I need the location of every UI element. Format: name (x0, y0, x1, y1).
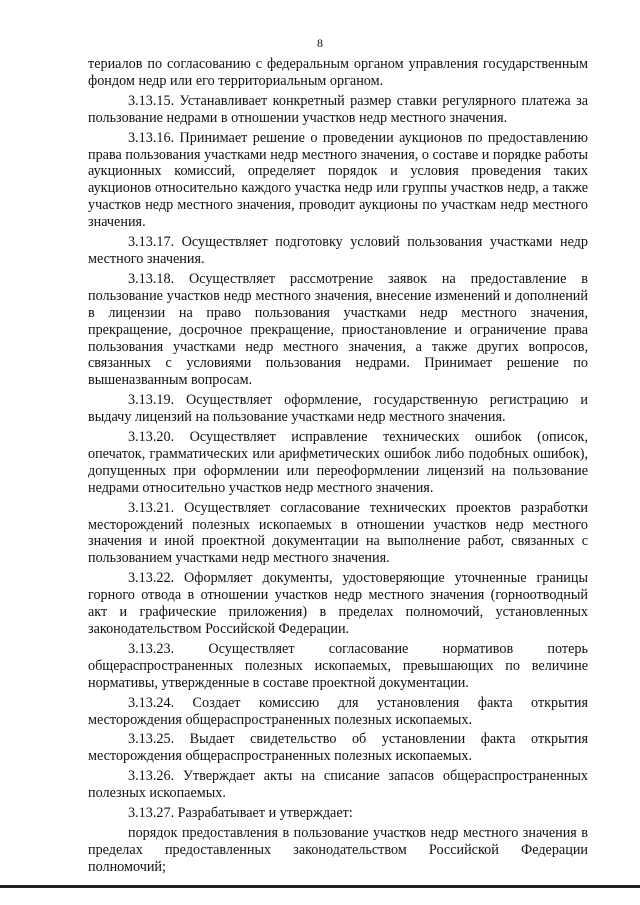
paragraph-3-13-15: 3.13.15. Устанавливает конкретный размер ставки регулярного платежа за пользование недрами в отношении участков недр местного значения. (88, 92, 588, 126)
paragraph-3-13-21: 3.13.21. Осуществляет согласование технических проектов разработки месторождений полезных ископаемых в отношении участков недр местного значения и иной проектной документации на выполнение работ, связанных с пользованием участками недр местного значения. (88, 499, 588, 567)
paragraph-3-13-18: 3.13.18. Осуществляет рассмотрение заявок на предоставление в пользование участков недр местного значения, внесение изменений и дополнений в лицензии на право пользования участками недр местного значения, прекращение, досрочное прекращение, приостановление и ограничение права пользования участками недр местного значения, а также других вопросов, связанных с условиями пользования недрами. Принимает решение по вышеназванным вопросам. (88, 270, 588, 389)
paragraph-3-13-25: 3.13.25. Выдает свидетельство об установлении факта открытия месторождения общераспространенных полезных ископаемых. (88, 731, 588, 765)
page-bottom-rule (0, 885, 640, 888)
paragraph-3-13-22: 3.13.22. Оформляет документы, удостоверяющие уточненные границы горного отвода в отношении участков недр местного значения (горноотводный акт и графические приложения) в пределах полномочий, установленных законодательством Российской Федерации. (88, 570, 588, 637)
paragraph-3-13-27: 3.13.27. Разрабатывает и утверждает: (128, 805, 353, 822)
paragraph-3-13-17: 3.13.17. Осуществляет подготовку условий пользования участками недр местного значения. (88, 234, 588, 267)
page-number: 8 (317, 36, 323, 50)
paragraph-3-13-26: 3.13.26. Утверждает акты на списание запасов общераспространенных полезных ископаемых. (88, 768, 588, 802)
paragraph-continuation: териалов по согласованию с федеральным органом управления государственным фондом недр или его территориальным органом. (88, 56, 588, 89)
document-body (88, 56, 588, 879)
paragraph-3-13-24: 3.13.24. Создает комиссию для установления факта открытия месторождения общераспространенных полезных ископаемых. (88, 694, 588, 728)
paragraph-3-13-20: 3.13.20. Осуществляет исправление технических ошибок (описок, опечаток, грамматических или арифметических ошибок либо подобных ошибок), допущенных при оформлении или переоформлении лицензий на пользование недрами относительно участков недр местного значения. (88, 429, 588, 496)
paragraph-list-item: порядок предоставления в пользование участков недр местного значения в пределах предоставленных законодательством Российской Федерации полномочий; (88, 824, 588, 875)
paragraph-3-13-23: 3.13.23. Осуществляет согласование нормативов потерь общераспространенных полезных ископаемых, превышающих по величине нормативы, утвержденные в составе проектной документации. (88, 640, 588, 691)
paragraph-3-13-19: 3.13.19. Осуществляет оформление, государственную регистрацию и выдачу лицензий на пользование участками недр местного значения. (88, 392, 588, 426)
paragraph-3-13-16: 3.13.16. Принимает решение о проведении аукционов по предоставлению права пользования участками недр местного значения, о составе и порядке работы аукционных комиссий, определяет порядок и условия проведения таких аукционов относительно каждого участка недр или группы участков недр, а также участков недр местного значения, проводит аукционы по участкам недр местного значения. (88, 129, 588, 231)
